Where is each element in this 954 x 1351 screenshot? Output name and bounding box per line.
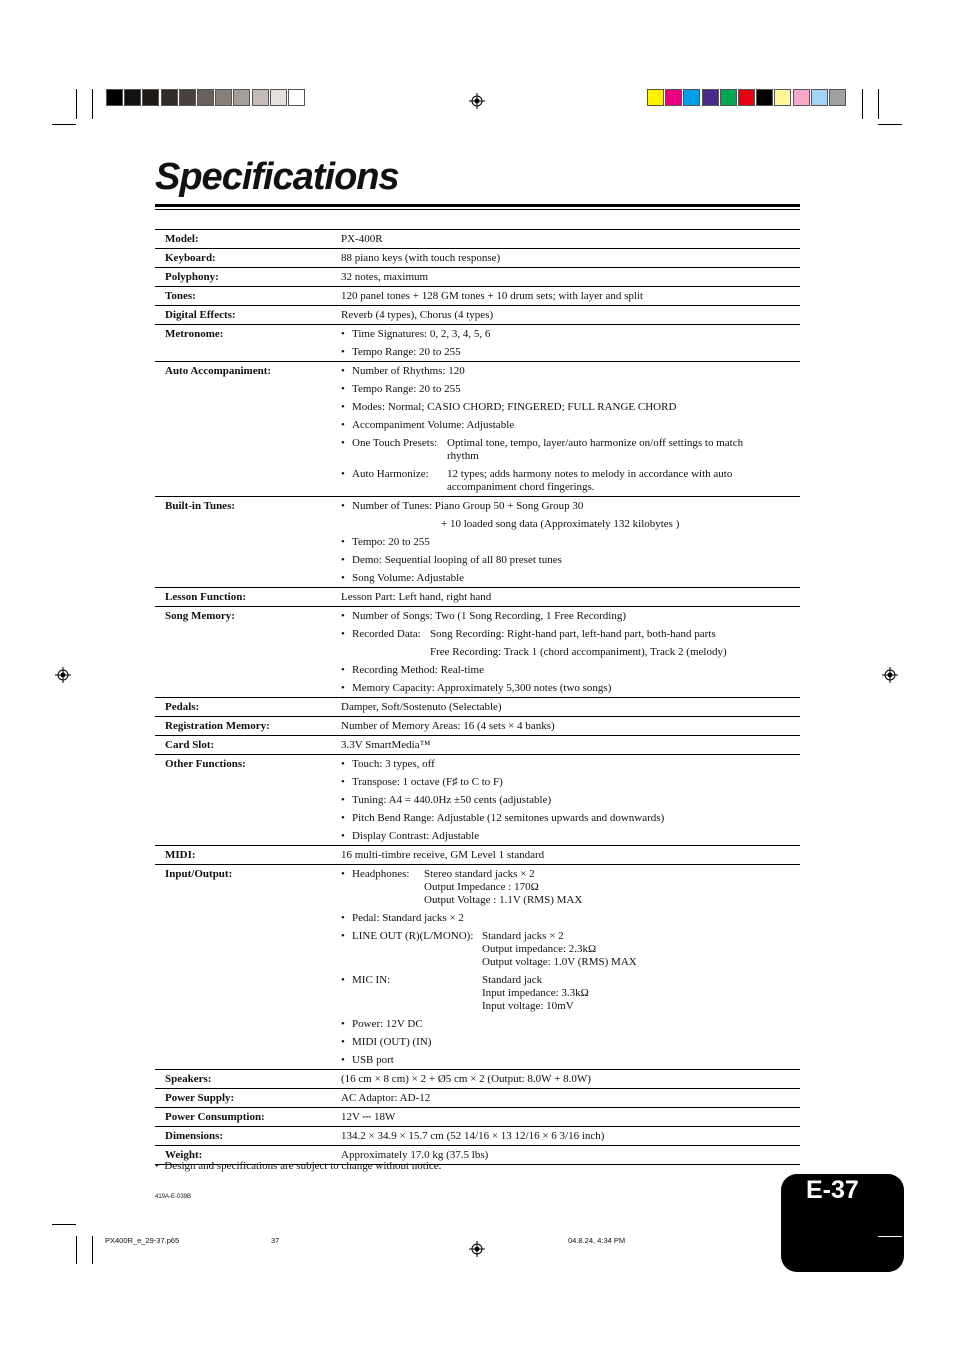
spec-key: • MIC IN:: [352, 974, 391, 986]
spec-bullet-item: [341, 865, 800, 909]
spec-bullet-item: • Recording Method: Real-time: [341, 661, 800, 679]
spec-label: Keyboard:: [165, 252, 216, 264]
spec-bullet-item: • Transpose: 1 octave (F♯ to C to F): [341, 773, 800, 791]
spec-bullet-item: • Display Contrast: Adjustable: [341, 827, 800, 845]
spec-label: Dimensions:: [165, 1130, 224, 1142]
spec-row: [155, 305, 800, 324]
spec-line: PX-400R: [341, 233, 383, 245]
spec-value: [341, 249, 800, 267]
spec-bullet-item: • Number of Rhythms: 120: [341, 362, 800, 380]
spec-row: [155, 735, 800, 754]
spec-bullet-item: • Pitch Bend Range: Adjustable (12 semitones upwards and downwards): [341, 809, 800, 827]
spec-value: [341, 1089, 800, 1107]
spec-value: [341, 1108, 800, 1126]
color-swatch: [215, 89, 232, 106]
crop-mark: [878, 89, 879, 119]
spec-row: [155, 845, 800, 864]
spec-line: Damper, Soft/Sostenuto (Selectable): [341, 701, 502, 713]
spec-row: [155, 1107, 800, 1126]
spec-bullet-item: • Touch: 3 types, off: [341, 755, 800, 773]
color-swatch: [720, 89, 737, 106]
spec-row: [155, 324, 800, 361]
color-swatch: [179, 89, 196, 106]
spec-label: Model:: [165, 233, 199, 245]
spec-value: [341, 268, 800, 286]
color-swatch: [288, 89, 305, 106]
spec-bullet-item: • Song Volume: Adjustable: [341, 569, 800, 587]
spec-label: Input/Output:: [165, 868, 233, 880]
spec-label: MIDI:: [165, 849, 196, 861]
spec-label: Song Memory:: [165, 610, 235, 622]
spec-value: [341, 325, 800, 361]
crop-mark: [52, 124, 76, 125]
spec-line: Approximately 17.0 kg (37.5 lbs): [341, 1149, 489, 1161]
spec-bullet-item: [341, 465, 800, 496]
spec-sub-value: 12 types; adds harmony notes to melody in accordance with auto accompaniment chord fingerings.: [447, 468, 733, 493]
spec-row: [155, 606, 800, 697]
spec-row: [155, 864, 800, 1069]
spec-sub-value: Standard jacks × 2 Output impedance: 2.3kΩ Output voltage: 1.0V (RMS) MAX: [482, 930, 637, 968]
spec-label: Power Supply:: [165, 1092, 235, 1104]
color-swatch: [665, 89, 682, 106]
spec-line: 120 panel tones + 128 GM tones + 10 drum sets; with layer and split: [341, 290, 644, 302]
spec-sub-value: Optimal tone, tempo, layer/auto harmonize on/off settings to match rhythm: [447, 437, 744, 462]
spec-value: [341, 846, 800, 864]
footnote: • Design and specifications are subject to change without notice.: [155, 1160, 442, 1172]
page-title: Specifications: [155, 156, 399, 198]
spec-bullet-item: • Modes: Normal; CASIO CHORD; FINGERED; FULL RANGE CHORD: [341, 398, 800, 416]
spec-line: 32 notes, maximum: [341, 271, 429, 283]
spec-line: Lesson Part: Left hand, right hand: [341, 591, 492, 603]
spec-bullet-item: • Tempo Range: 20 to 255: [341, 380, 800, 398]
spec-row: [155, 1126, 800, 1145]
spec-label: Built-in Tunes:: [165, 500, 236, 512]
spec-row: [155, 587, 800, 606]
crop-mark: [76, 1236, 77, 1264]
color-swatch: [124, 89, 141, 106]
spec-line: 134.2 × 34.9 × 15.7 cm (52 14/16 × 13 12/16 × 6 3/16 inch): [341, 1130, 605, 1142]
color-swatch: [756, 89, 773, 106]
registration-mark-icon: [882, 667, 898, 683]
color-swatch: [738, 89, 755, 106]
spec-row: [155, 229, 800, 248]
spec-label: Digital Effects:: [165, 309, 236, 321]
spec-bullet-item: • USB port: [341, 1051, 800, 1069]
spec-label: Lesson Function:: [165, 591, 246, 603]
spec-row: [155, 267, 800, 286]
crop-mark: [76, 89, 77, 119]
spec-value: [341, 717, 800, 735]
spec-value: [341, 362, 800, 496]
spec-bullet-item: [341, 625, 800, 643]
color-swatch: [683, 89, 700, 106]
spec-bullet-item: • Memory Capacity: Approximately 5,300 notes (two songs): [341, 679, 800, 697]
spec-bullet-item: [341, 434, 800, 465]
spec-label: Polyphony:: [165, 271, 219, 283]
title-rule: [155, 204, 800, 207]
crop-mark: [878, 1236, 902, 1237]
spec-label: Tones:: [165, 290, 196, 302]
spec-line: + 10 loaded song data (Approximately 132 kilobytes ): [441, 518, 680, 530]
spec-row: [155, 286, 800, 305]
spec-line: Free Recording: Track 1 (chord accompaniment), Track 2 (melody): [430, 646, 727, 658]
spec-label: Speakers:: [165, 1073, 212, 1085]
spec-label: Metronome:: [165, 328, 224, 340]
spec-bullet-item: • Accompaniment Volume: Adjustable: [341, 416, 800, 434]
spec-label: Auto Accompaniment:: [165, 365, 272, 377]
spec-bullet-item: • Tuning: A4 = 440.0Hz ±50 cents (adjustable): [341, 791, 800, 809]
footer-page: 37: [271, 1236, 280, 1245]
color-swatch: [702, 89, 719, 106]
color-swatch: [106, 89, 123, 106]
crop-mark: [862, 89, 863, 119]
spec-row: [155, 1069, 800, 1088]
spec-bullet-item: • Demo: Sequential looping of all 80 preset tunes: [341, 551, 800, 569]
spec-value: [341, 755, 800, 845]
footer-filename: PX400R_e_29-37.p65: [105, 1236, 180, 1245]
spec-value: [341, 1070, 800, 1088]
spec-bullet-item: • Pedal: Standard jacks × 2: [341, 909, 800, 927]
spec-label: Pedals:: [165, 701, 200, 713]
spec-label: Power Consumption:: [165, 1111, 265, 1123]
spec-row: [155, 361, 800, 496]
color-swatch: [829, 89, 846, 106]
color-swatch: [252, 89, 269, 106]
footer-datetime: 04.8.24, 4:34 PM: [568, 1236, 626, 1245]
spec-bullet-item: • Number of Songs: Two (1 Song Recording, 1 Free Recording): [341, 607, 800, 625]
spec-sub-value: Stereo standard jacks × 2 Output Impedance : 170Ω Output Voltage : 1.1V (RMS) MAX: [424, 868, 583, 906]
spec-value: [341, 607, 800, 697]
crop-mark: [52, 1224, 76, 1225]
color-swatch: [811, 89, 828, 106]
spec-line: (16 cm × 8 cm) × 2 + Ø5 cm × 2 (Output: 8.0W + 8.0W): [341, 1073, 591, 1085]
spec-row: [155, 716, 800, 735]
spec-bullet-item: • Tempo: 20 to 255: [341, 533, 800, 551]
spec-key: • Auto Harmonize:: [352, 468, 429, 480]
spec-key: • Headphones:: [352, 868, 410, 880]
spec-line: 12V ⎓ 18W: [341, 1111, 396, 1123]
spec-row: [155, 754, 800, 845]
spec-value: [341, 230, 800, 248]
spec-line: Reverb (4 types), Chorus (4 types): [341, 309, 494, 321]
spec-line: 16 multi-timbre receive, GM Level 1 standard: [341, 849, 545, 861]
spec-bullet-item: • Power: 12V DC: [341, 1015, 800, 1033]
title-rule: [155, 209, 800, 210]
spec-bullet-item: [341, 927, 800, 971]
crop-mark: [92, 1236, 93, 1264]
spec-bullet-item: • Tempo Range: 20 to 255: [341, 343, 800, 361]
color-swatch: [270, 89, 287, 106]
spec-value: [341, 287, 800, 305]
spec-value: [341, 1127, 800, 1145]
spec-line: AC Adaptor: AD-12: [341, 1092, 431, 1104]
spec-label: Card Slot:: [165, 739, 215, 751]
spec-key: • LINE OUT (R)(L/MONO):: [352, 930, 474, 942]
registration-mark-icon: [55, 667, 71, 683]
spec-key: • Recorded Data:: [352, 628, 421, 640]
spec-label: Weight:: [165, 1149, 203, 1161]
specifications-table: [155, 229, 800, 1165]
page-number: E-37: [806, 1176, 859, 1204]
color-swatch: [647, 89, 664, 106]
spec-value: [341, 698, 800, 716]
document-code: 419A-E-039B: [155, 1194, 192, 1200]
color-swatch: [233, 89, 250, 106]
spec-row: [155, 248, 800, 267]
color-swatch: [142, 89, 159, 106]
spec-line: 3.3V SmartMedia™: [341, 739, 431, 751]
spec-value: [341, 865, 800, 1069]
spec-bullet-item: [341, 971, 800, 1015]
spec-label: Other Functions:: [165, 758, 246, 770]
color-swatch: [197, 89, 214, 106]
spec-value: [341, 588, 800, 606]
spec-value: [341, 736, 800, 754]
footnote-text: Design and specifications are subject to change without notice.: [164, 1160, 442, 1172]
registration-mark-icon: [469, 93, 485, 109]
spec-bullet-item: • Number of Tunes: Piano Group 50 + Song Group 30: [341, 497, 800, 515]
spec-line: Number of Memory Areas: 16 (4 sets × 4 banks): [341, 720, 555, 732]
spec-line: 88 piano keys (with touch response): [341, 252, 501, 264]
spec-sub-value: Standard jack Input impedance: 3.3kΩ Input voltage: 10mV: [482, 974, 589, 1012]
spec-row: [155, 496, 800, 587]
spec-value: [341, 306, 800, 324]
spec-sub-value: Song Recording: Right-hand part, left-hand part, both-hand parts: [430, 628, 716, 640]
crop-mark: [92, 89, 93, 119]
color-swatch: [161, 89, 178, 106]
color-swatch: [793, 89, 810, 106]
spec-row: [155, 697, 800, 716]
spec-label: Registration Memory:: [165, 720, 270, 732]
spec-value: [341, 497, 800, 587]
spec-row: [155, 1088, 800, 1107]
color-swatch: [774, 89, 791, 106]
spec-bullet-item: • Time Signatures: 0, 2, 3, 4, 5, 6: [341, 325, 800, 343]
spec-key: • One Touch Presets:: [352, 437, 438, 449]
spec-bullet-item: • MIDI (OUT) (IN): [341, 1033, 800, 1051]
crop-mark: [878, 124, 902, 125]
registration-mark-icon: [469, 1241, 485, 1257]
